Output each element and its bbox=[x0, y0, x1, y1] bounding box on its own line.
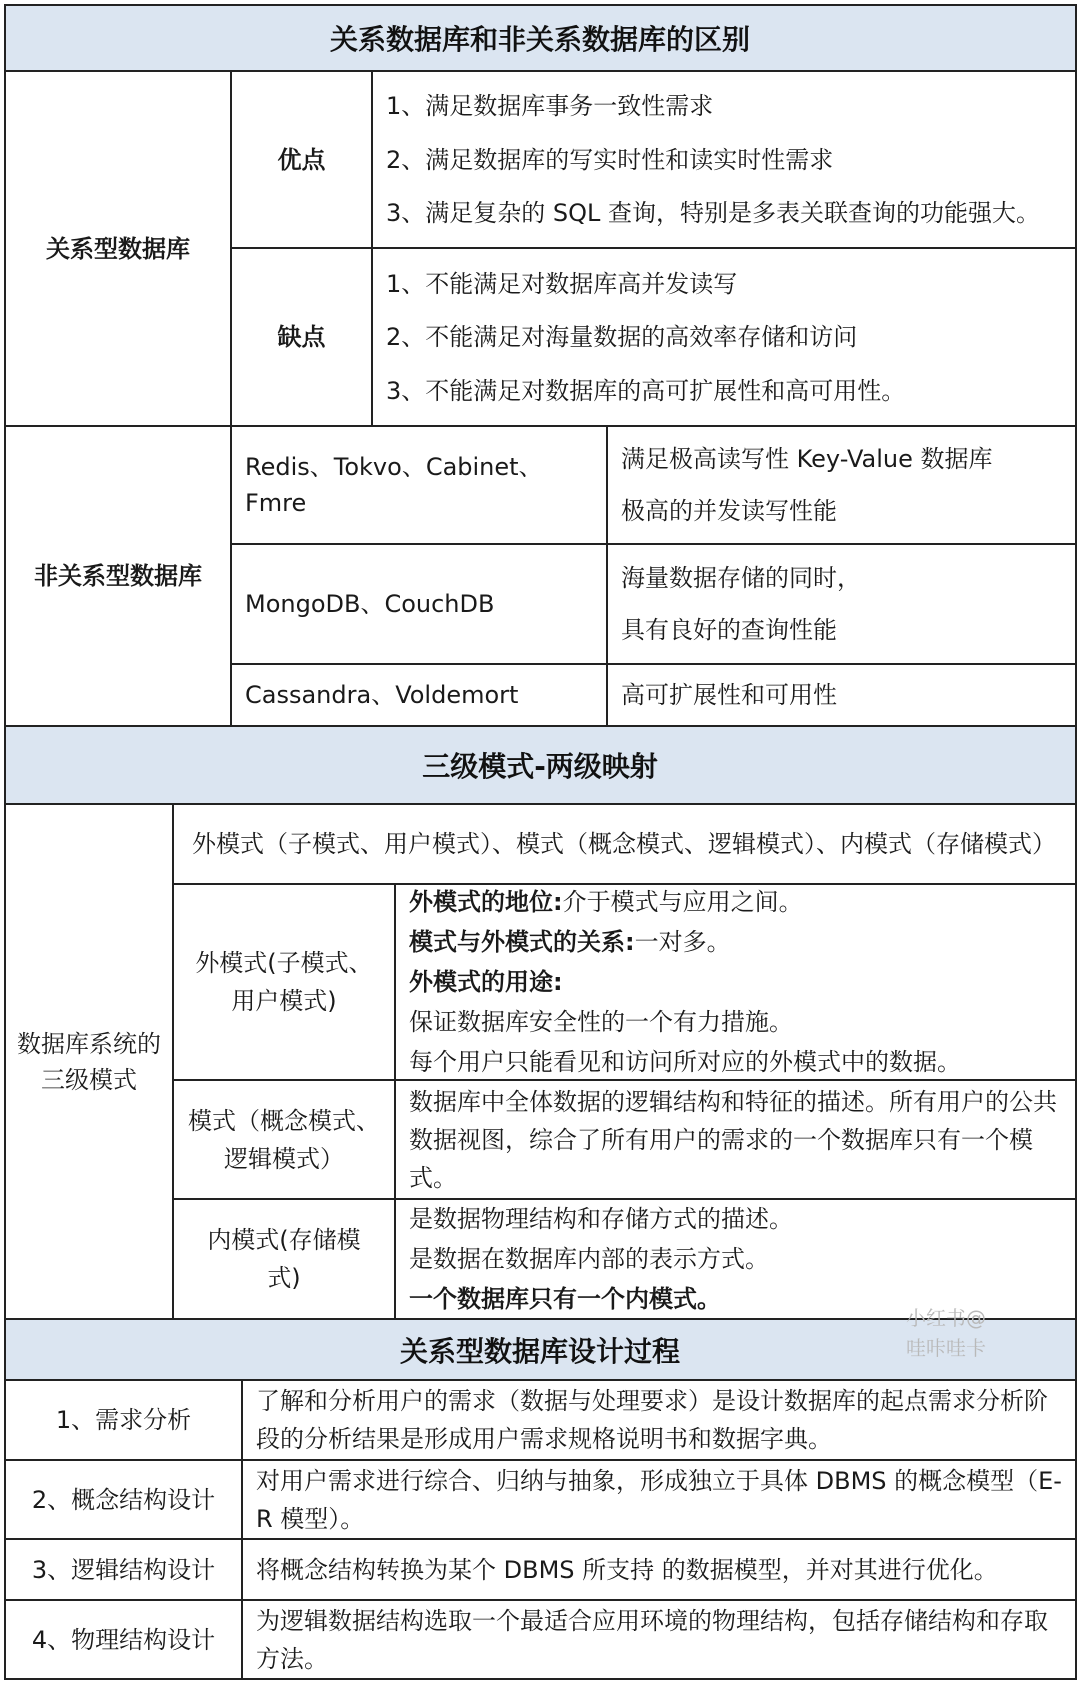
grid-line bbox=[173, 1079, 1076, 1081]
grid-line bbox=[5, 4, 1076, 6]
cons-label: 缺点 bbox=[277, 323, 326, 351]
external-status-value: 介于模式与应用之间。 bbox=[562, 888, 803, 916]
conceptual-schema-label: 模式（概念模式、逻辑模式） bbox=[188, 1106, 380, 1173]
grid-line bbox=[606, 426, 608, 726]
grid-line bbox=[5, 1379, 1076, 1381]
grid-line bbox=[4, 4, 6, 1680]
grid-line bbox=[172, 804, 174, 1319]
grid-line bbox=[371, 71, 373, 426]
external-relation-key: 模式与外模式的关系: bbox=[409, 928, 635, 956]
internal-line: 是数据物理结构和存储方式的描述。 bbox=[409, 1205, 793, 1233]
nosql-desc-line: 满足极高读写性 Key-Value 数据库 bbox=[621, 445, 993, 474]
design-step-name: 2、概念结构设计 bbox=[31, 1485, 216, 1514]
cons-list bbox=[372, 248, 1075, 426]
grid-line bbox=[5, 1459, 1076, 1461]
pros-item: 2、满足数据库的写实时性和读实时性需求 bbox=[386, 145, 834, 174]
grid-line bbox=[394, 884, 396, 1319]
grid-line bbox=[173, 883, 1076, 885]
design-step-desc: 了解和分析用户的需求（数据与处理要求）是设计数据库的起点需求分析阶段的分析结果是形成用户需求规格说明书和数据字典。 bbox=[256, 1387, 1048, 1453]
conceptual-schema-detail: 数据库中全体数据的逻辑结构和特征的描述。所有用户的公共数据视图，综合了所有用户的需求的一个数据库只有一个模式。 bbox=[409, 1087, 1057, 1192]
cons-item: 1、不能满足对数据库高并发读写 bbox=[386, 269, 738, 298]
internal-schema-detail bbox=[395, 1199, 1075, 1319]
section-title-db-differences: 关系数据库和非关系数据库的区别 bbox=[5, 5, 1075, 71]
relational-db-label: 关系型数据库 bbox=[46, 234, 190, 263]
nosql-desc-2 bbox=[607, 544, 1075, 664]
grid-line bbox=[241, 1380, 243, 1680]
design-step-name: 4、物理结构设计 bbox=[31, 1625, 216, 1654]
pros-item: 1、满足数据库事务一致性需求 bbox=[386, 92, 714, 121]
nosql-desc-3: 高可扩展性和可用性 bbox=[621, 681, 837, 709]
design-step-name: 3、逻辑结构设计 bbox=[31, 1555, 216, 1584]
nosql-desc-line: 海量数据存储的同时， bbox=[621, 564, 861, 592]
watermark-line: 哇咔哇卡 bbox=[906, 1336, 986, 1360]
external-status bbox=[409, 882, 1067, 922]
external-status-key: 外模式的地位: bbox=[409, 888, 563, 916]
internal-line: 是数据在数据库内部的表示方式。 bbox=[409, 1245, 769, 1273]
pros-item: 3、满足复杂的 SQL 查询，特别是多表关联查询的功能强大。 bbox=[386, 198, 1041, 227]
external-usage-key: 外模式的用途: bbox=[409, 968, 563, 996]
grid-line bbox=[5, 1599, 1076, 1601]
watermark-line: 小红书@ bbox=[906, 1306, 986, 1330]
grid-line bbox=[5, 725, 1076, 727]
grid-line bbox=[1075, 4, 1077, 1680]
external-relation-value: 一对多。 bbox=[634, 928, 731, 956]
nonrelational-db-label: 非关系型数据库 bbox=[34, 562, 202, 590]
grid-line bbox=[230, 71, 232, 726]
grid-line bbox=[231, 543, 1076, 545]
pros-list bbox=[372, 71, 1075, 248]
grid-line bbox=[5, 1678, 1076, 1680]
grid-line bbox=[173, 1198, 1076, 1200]
nosql-name-2: MongoDB、CouchDB bbox=[245, 590, 495, 618]
internal-line-bold: 一个数据库只有一个内模式。 bbox=[409, 1285, 721, 1313]
external-relation bbox=[409, 922, 1067, 962]
cons-item: 3、不能满足对数据库的高可扩展性和高可用性。 bbox=[386, 376, 906, 405]
grid-line bbox=[5, 425, 1076, 427]
cons-item: 2、不能满足对海量数据的高效率存储和访问 bbox=[386, 323, 858, 351]
external-usage bbox=[409, 962, 1067, 1002]
grid-line bbox=[5, 1538, 1076, 1540]
nosql-desc-line: 具有良好的查询性能 bbox=[621, 616, 837, 644]
internal-schema-label: 内模式(存储模式) bbox=[207, 1226, 361, 1292]
design-step-desc: 对用户需求进行综合、归纳与抽象，形成独立于具体 DBMS 的概念模型（E-R 模型）。 bbox=[256, 1466, 1062, 1533]
grid-line bbox=[5, 70, 1076, 72]
section-title-schema: 三级模式-两级映射 bbox=[5, 726, 1075, 804]
external-usage-line: 保证数据库安全性的一个有力措施。 bbox=[409, 1008, 793, 1036]
schema-overview: 外模式（子模式、用户模式）、模式（概念模式、逻辑模式）、内模式（存储模式） bbox=[192, 830, 1056, 858]
pros-label: 优点 bbox=[277, 145, 326, 174]
grid-line bbox=[5, 803, 1076, 805]
external-usage-line: 每个用户只能看见和访问所对应的外模式中的数据。 bbox=[409, 1048, 961, 1076]
nosql-name-1: Redis、Tokvo、Cabinet、Fmre bbox=[245, 453, 543, 517]
nosql-desc-line: 极高的并发读写性能 bbox=[621, 496, 837, 525]
grid-line bbox=[231, 247, 1076, 249]
nosql-name-3: Cassandra、Voldemort bbox=[245, 681, 519, 709]
schema-left-label: 数据库系统的三级模式 bbox=[17, 1029, 161, 1094]
external-schema-detail bbox=[395, 884, 1075, 1080]
watermark bbox=[906, 1303, 1016, 1363]
nosql-desc-1 bbox=[607, 426, 1075, 544]
grid-line bbox=[231, 663, 1076, 665]
design-step-desc: 为逻辑数据结构选取一个最适合应用环境的物理结构，包括存储结构和存取方法。 bbox=[256, 1606, 1048, 1673]
design-step-name: 1、需求分析 bbox=[55, 1406, 192, 1434]
section-title-design-process: 关系型数据库设计过程 bbox=[5, 1319, 1075, 1380]
design-step-desc: 将概念结构转换为某个 DBMS 所支持 的数据模型，并对其进行优化。 bbox=[256, 1555, 998, 1584]
external-schema-label: 外模式(子模式、用户模式) bbox=[195, 949, 373, 1015]
